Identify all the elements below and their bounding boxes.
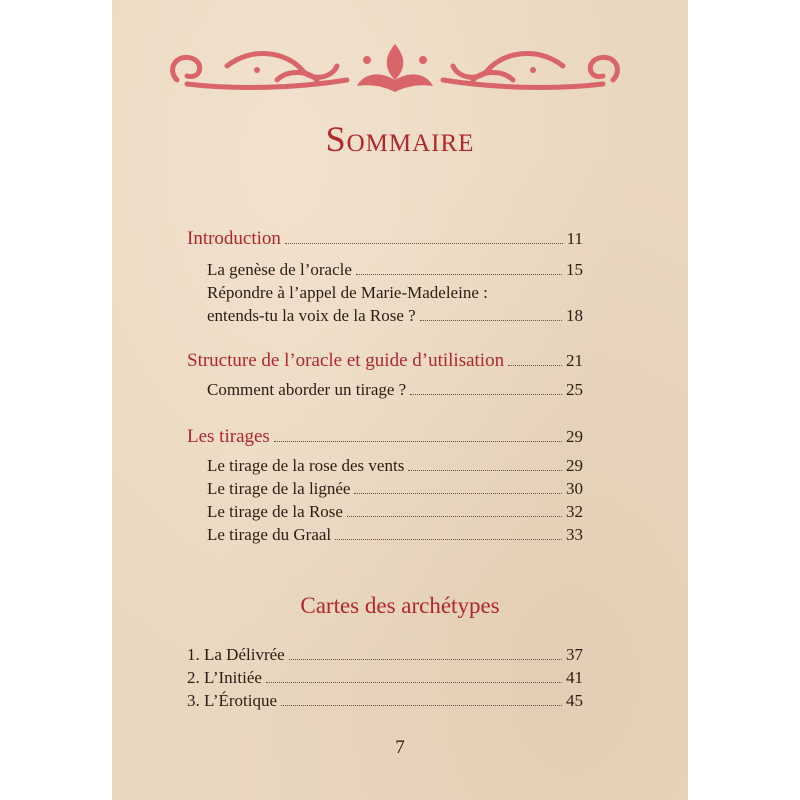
toc-entry[interactable] xyxy=(207,455,583,477)
toc-page-number: 41 xyxy=(566,668,583,687)
book-page xyxy=(112,0,688,800)
toc-heading-label: Structure de l’oracle et guide d’utilisation xyxy=(187,350,505,371)
toc-entry-label: Le tirage de la lignée xyxy=(207,479,351,498)
leader-dots xyxy=(420,320,562,321)
toc-entry[interactable] xyxy=(207,478,583,500)
leader-dots xyxy=(508,365,562,366)
toc-entry-label: Répondre à l’appel de Marie-Madeleine : xyxy=(207,283,488,302)
leader-dots xyxy=(356,274,562,275)
leader-dots xyxy=(274,441,562,442)
toc-entry-label: Le tirage de la Rose xyxy=(207,502,343,521)
toc-page-number: 29 xyxy=(566,456,583,475)
leader-dots xyxy=(410,394,562,395)
toc-entry-label: La genèse de l’oracle xyxy=(207,260,352,279)
archetype-entry[interactable] xyxy=(187,644,583,666)
leader-dots xyxy=(354,493,562,494)
toc-entry-label: entends-tu la voix de la Rose ? xyxy=(207,306,416,325)
toc-page-number: 11 xyxy=(566,229,583,248)
toc-page-number: 37 xyxy=(566,645,583,664)
toc-heading-label: Introduction xyxy=(187,228,281,249)
toc-entry-label: Comment aborder un tirage ? xyxy=(207,380,407,399)
leader-dots xyxy=(408,470,562,471)
page-title: Sommaire xyxy=(325,119,475,159)
toc-entry-label: Le tirage de la rose des vents xyxy=(207,456,405,475)
scroll-ornament-icon xyxy=(157,40,633,96)
toc-page-number: 29 xyxy=(566,427,583,446)
toc-page-number: 30 xyxy=(566,479,583,498)
toc-entry[interactable] xyxy=(207,282,583,304)
toc-heading-structure[interactable] xyxy=(187,350,583,372)
toc-heading-tirages[interactable] xyxy=(187,426,583,448)
toc-page-number: 18 xyxy=(566,306,583,325)
toc-page-number: 21 xyxy=(566,351,583,370)
toc-heading-label: Les tirages xyxy=(187,426,270,447)
leader-dots xyxy=(281,705,562,706)
toc-page-number: 45 xyxy=(566,691,583,710)
archetypes-heading: Cartes des archétypes xyxy=(300,593,500,618)
toc-entry[interactable] xyxy=(207,501,583,523)
leader-dots xyxy=(347,516,562,517)
page-number: 7 xyxy=(395,737,405,758)
toc-entry[interactable] xyxy=(207,524,583,546)
toc-page-number: 33 xyxy=(566,525,583,544)
toc-entry-label: 2. L’Initiée xyxy=(187,668,262,687)
toc-entry-label: 1. La Délivrée xyxy=(187,645,285,664)
toc-entry[interactable] xyxy=(207,305,583,327)
leader-dots xyxy=(335,539,562,540)
archetype-entry[interactable] xyxy=(187,667,583,689)
leader-dots xyxy=(266,682,562,683)
toc-page-number: 32 xyxy=(566,502,583,521)
toc-entry[interactable] xyxy=(207,379,583,401)
toc-entry-label: Le tirage du Graal xyxy=(207,525,332,544)
toc-entry-label: 3. L’Érotique xyxy=(187,691,278,710)
toc-page-number: 25 xyxy=(566,380,583,399)
leader-dots xyxy=(285,243,563,244)
leader-dots xyxy=(289,659,562,660)
toc-heading-introduction[interactable] xyxy=(187,228,583,250)
toc-entry[interactable] xyxy=(207,259,583,281)
archetype-entry[interactable] xyxy=(187,690,583,712)
toc-page-number: 15 xyxy=(566,260,583,279)
